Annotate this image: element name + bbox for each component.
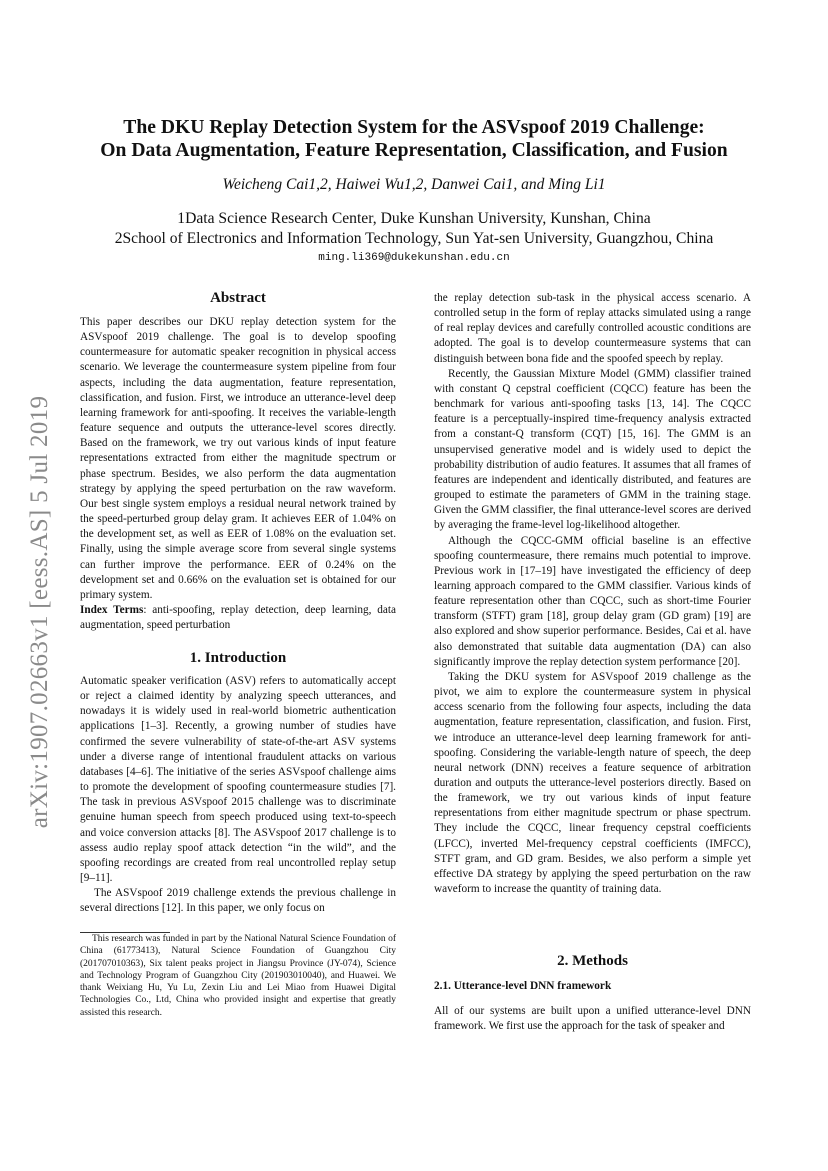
footnote [80, 933, 396, 1019]
right-paragraph-2: Recently, the Gaussian Mixture Model (GMM) classifier trained with constant Q cepstral coefficient (CQCC) feature has been the benchmark for various anti-spoofing tasks [13, 14]. The CQCC feature is a perceptually-inspired time-frequency analysis extracted from a constant-Q transform (CQT) [15, 16]. The GMM is an unsupervised generative model and is widely used to depict the probability distribution of audio features. It assumes that all frames of features are independent and identically distributed, and features are grouped to estimate the parameters of GMM in the training stage. Given the GMM classifier, the final utterance-level scores are derived by averaging the frame-level log-likelihood altogether. [434, 367, 751, 532]
index-terms-text: : anti-spoofing, replay detection, deep learning, data augmentation, speed perturbation [80, 603, 396, 632]
affiliation-1: 1Data Science Research Center, Duke Kunshan University, Kunshan, China [177, 210, 651, 227]
arxiv-identifier: arXiv:1907.02663v1 [eess.AS] 5 Jul 2019 [26, 395, 53, 829]
intro-paragraph-2: The ASVspoof 2019 challenge extends the previous challenge in several directions [12]. In this paper, we only focus on [80, 887, 396, 915]
methods-paragraph-1: All of our systems are built upon a unified utterance-level DNN framework. We first use the approach for the task of speaker and [434, 1005, 751, 1033]
abstract-heading: Abstract [210, 290, 266, 306]
introduction-body [80, 674, 396, 917]
intro-paragraph-1: Automatic speaker verification (ASV) refers to automatically accept or reject a claimed identity by analyzing speech utterances, and nowadays it is widely used in real-world biometric authentication applications [1–3]. Recently, a growing number of studies have confirmed the severe vulnerability of state-of-the-art ASV systems under a diverse range of intentional fraudulent attacks on various databases [4–6]. The initiative of the series ASVspoof challenge aims to promote the development of spoofing countermeasure studies [7]. The task in previous ASVspoof 2015 challenge was to discriminate genuine human speech from speech produced using text-to-speech and voice conversion attacks [8]. The ASVspoof 2017 challenge is to assess audio replay spoof attack detection “in the wild”, and the spoofing recordings are created from real uncontrolled replay setup [9–11]. [80, 675, 396, 885]
affiliation-2: 2School of Electronics and Information Technology, Sun Yat-sen University, Guangzhou, China [114, 230, 714, 247]
methods-subheading: 2.1. Utterance-level DNN framework [434, 980, 612, 992]
funding-footnote: This research was funded in part by the National Natural Science Foundation of China (61773413), Natural Science Foundation of Guangzhou City (201707010363), Six talent peaks project in Jiangsu Province (JY-074), Science and Technology Program of Guangzhou City (201903010040), and Huawei. We thank Weixiang Hu, Yu Lu, Zexin Liu and Lei Miao from Huawei Digital Technologies Co., Ltd, China who provided insight and expertise that greatly assisted this research. [80, 934, 396, 1018]
methods-heading: 2. Methods [557, 953, 628, 969]
abstract-body [80, 315, 396, 633]
authors: Weicheng Cai1,2, Haiwei Wu1,2, Danwei Cai1, and Ming Li1 [222, 176, 606, 193]
abstract-text: This paper describes our DKU replay detection system for the ASVspoof 2019 challenge. The goal is to develop spoofing countermeasure for automatic speaker recognition in physical access scenario. We leverage the countermeasure system pipeline from four aspects, including the data augmentation, feature representation, classification, and fusion. First, we introduce an utterance-level deep learning framework for anti-spoofing. It receives the variable-length feature sequence and outputs the utterance-level scores directly. Based on the framework, we try out various kinds of input feature representations extracted from either the magnitude spectrum or phase spectrum. Besides, we also perform the data augmentation strategy by applying the speed perturbation on the raw waveform. Our best single system employs a residual neural network trained by the speed-perturbed group delay gram. It achieves EER of 1.04% on the development set, as well as EER of 1.08% on the evaluation set. Finally, using the simple average score from several single systems can further improve the performance. EER of 0.24% on the development set and 0.66% on the evaluation set is obtained for our primary system. [80, 316, 396, 601]
introduction-heading: 1. Introduction [189, 650, 287, 666]
right-paragraph-4: Taking the DKU system for ASVspoof 2019 challenge as the pivot, we aim to explore the countermeasure system in physical access scenario from the following four aspects, including the data augmentation, feature representation, classification, and fusion. First, we introduce an utterance-level deep learning framework for anti-spoofing. Considering the variable-length nature of speech, the deep neural network (DNN) receives a feature sequence of arbitration duration and outputs the utterance-level posteriors directly. Based on the framework, we try out various kinds of input feature representations from either magnitude spectrum or phase spectrum. They include the CQCC, linear frequency cepstral coefficients (LFCC), inverted Mel-frequency cepstral coefficients (IMFCC), STFT gram, and GD gram. Besides, we also perform a simple yet effective DA strategy by applying the speed perturbation on the raw waveform to increase the quantity of training data. [434, 670, 751, 896]
contact-email: ming.li369@dukekunshan.edu.cn [318, 252, 510, 264]
title-line-2: On Data Augmentation, Feature Representation, Classification, and Fusion [100, 140, 728, 161]
title-line-1: The DKU Replay Detection System for the ASVspoof 2019 Challenge: [123, 117, 705, 138]
index-terms-label: Index Terms [80, 603, 144, 616]
right-column-body [434, 291, 751, 897]
index-terms [80, 603, 396, 633]
right-paragraph-1: the replay detection sub-task in the physical access scenario. A controlled setup in the form of replay attacks simulated using a range of real replay devices and carefully controlled acoustic conditions are adopted. The goal is to develop countermeasure systems that can distinguish between bona fide and the spoofed speech by replay. [434, 292, 751, 365]
methods-body [434, 1004, 751, 1034]
right-paragraph-3: Although the CQCC-GMM official baseline is an effective spoofing countermeasure, there remains much potential to improve. Previous work in [17–19] have investigated the efficiency of deep learning approach compared to the GMM classifier. Various kinds of feature representation other than CQCC, such as short-time Fourier transform (STFT) gram [18], group delay gram (GD gram) [19] are also explored and show superior performance. Besides, Cai et al. have also demonstrated that suitable data augmentation (DA) can also significantly improve the replay detection system performance [20]. [434, 534, 751, 668]
paper-title [60, 116, 768, 162]
